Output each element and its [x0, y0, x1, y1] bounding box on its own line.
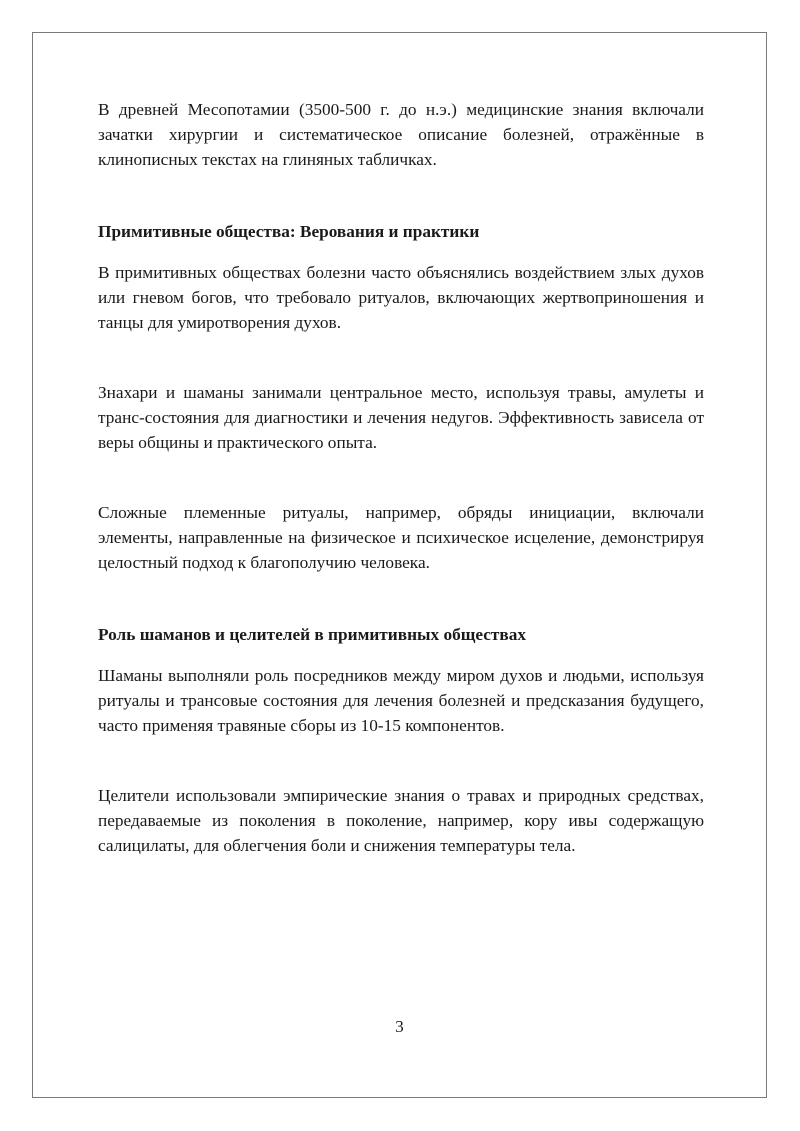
- paragraph-spirits: В примитивных обществах болезни часто объяснялись воздействием злых духов или гневом богов, что требовало ритуалов, включающих жертвоприношения и танцы для умиротворения духов.: [98, 263, 704, 332]
- page-number: 3: [395, 1017, 404, 1036]
- paragraph-empirical-healers: Целители использовали эмпирические знания о травах и природных средствах, передаваемые из поколения в поколение, например, кору ивы содержащую салицилаты, для облегчения боли и снижения температуры тела.: [98, 786, 704, 855]
- paragraph-mesopotamia: В древней Месопотамии (3500-500 г. до н.э.) медицинские знания включали зачатки хирургии и систематическое описание болезней, отражённые в клинописных текстах на глиняных табличках.: [98, 100, 704, 169]
- document-page: [32, 32, 767, 1098]
- section-heading-shamans-role: Роль шаманов и целителей в примитивных обществах: [98, 625, 527, 644]
- section-heading-primitive-societies: Примитивные общества: Верования и практики: [98, 222, 480, 241]
- paragraph-healers-shamans: Знахари и шаманы занимали центральное место, используя травы, амулеты и транс-состояния для диагностики и лечения недугов. Эффективность зависела от веры общины и практического опыта.: [98, 383, 704, 452]
- paragraph-tribal-rituals: Сложные племенные ритуалы, например, обряды инициации, включали элементы, направленные на физическое и психическое исцеление, демонстрируя целостный подход к благополучию человека.: [98, 503, 704, 572]
- page-content: [98, 97, 704, 858]
- paragraph-shamans-mediators: Шаманы выполняли роль посредников между миром духов и людьми, используя ритуалы и трансовые состояния для лечения болезней и предсказания будущего, часто применяя травяные сборы из 10-15 компонентов.: [98, 666, 704, 735]
